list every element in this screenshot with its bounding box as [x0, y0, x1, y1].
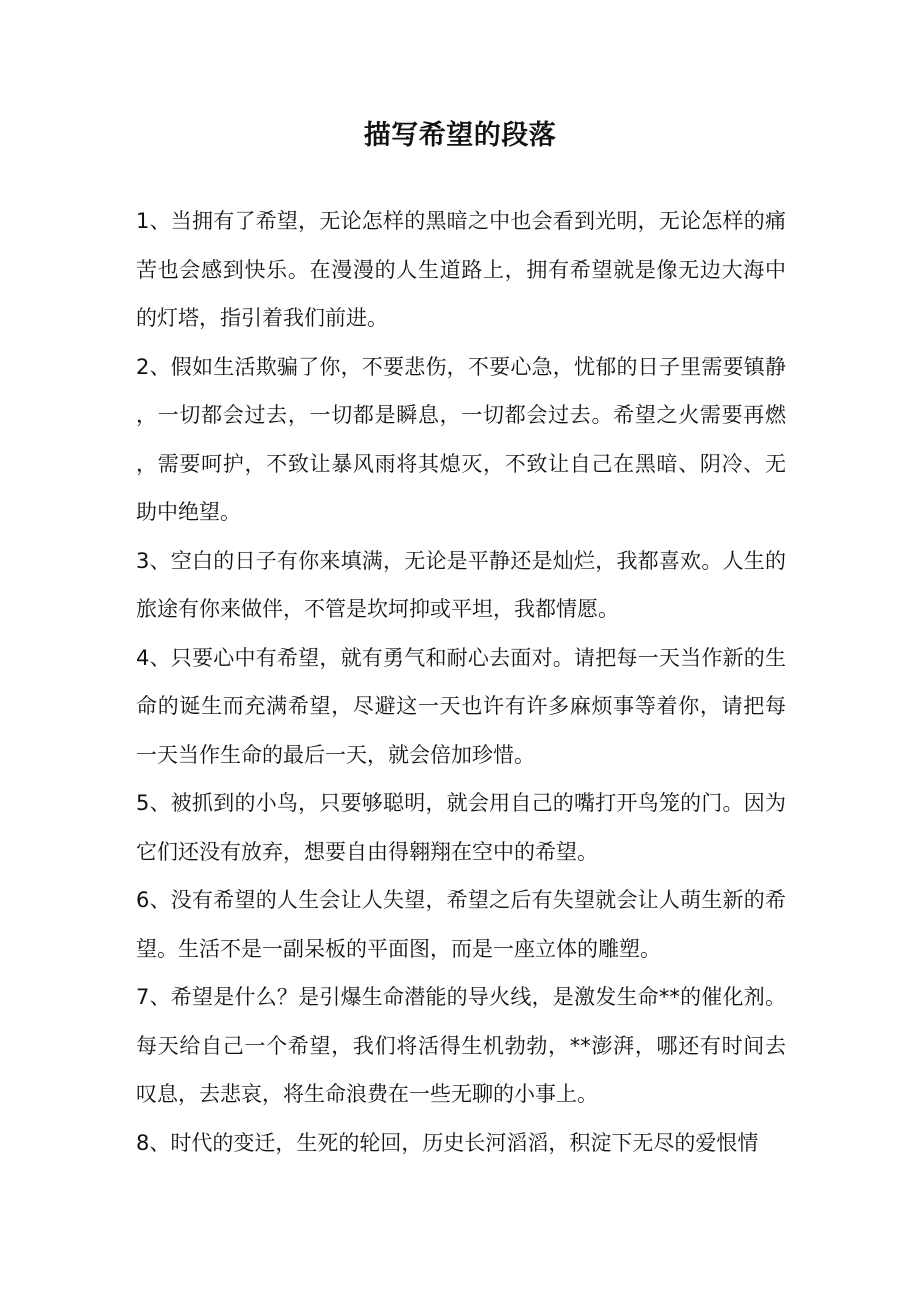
- document-body: [136, 197, 786, 1167]
- paragraph-1: 1、当拥有了希望，无论怎样的黑暗之中也会看到光明，无论怎样的痛苦也会感到快乐。在漫漫的人生道路上，拥有希望就是像无边大海中的灯塔，指引着我们前进。: [136, 209, 786, 330]
- paragraph-7: 7、希望是什么？是引爆生命潜能的导火线，是激发生命**的催化剂。 每天给自己一个希望，我们将活得生机勃勃，**澎湃，哪还有时间去 叹息，去悲哀，将生命浪费在一些无聊的小事上。: [136, 985, 786, 1106]
- paragraph-8: 8、时代的变迁，生死的轮回，历史长河滔滔，积淀下无尽的爱恨情: [136, 1130, 759, 1155]
- paragraph-2: 2、假如生活欺骗了你，不要悲伤，不要心急，忧郁的日子里需要镇静，一切都会过去，一切都是瞬息，一切都会过去。希望之火需要再燃，需要呵护，不致让暴风雨将其熄灭，不致让自己在黑暗、阴冷、无助中绝望。: [136, 354, 786, 524]
- paragraph-3: 3、空白的日子有你来填满，无论是平静还是灿烂，我都喜欢。人生的旅途有你来做伴，不管是坎坷抑或平坦，我都情愿。: [136, 548, 786, 621]
- paragraph-4: 4、只要心中有希望，就有勇气和耐心去面对。请把每一天当作新的生命的诞生而充满希望，尽避这一天也许有许多麻烦事等着你，请把每一天当作生命的最后一天，就会倍加珍惜。: [136, 645, 786, 767]
- document-title: 描写希望的段落: [363, 120, 557, 151]
- paragraph-5: 5、被抓到的小鸟，只要够聪明，就会用自己的嘴打开鸟笼的门。因为它们还没有放弃，想要自由得翱翔在空中的希望。: [136, 791, 786, 864]
- paragraph-6: 6、没有希望的人生会让人失望，希望之后有失望就会让人萌生新的希望。生活不是一副呆板的平面图，而是一座立体的雕塑。: [136, 888, 786, 961]
